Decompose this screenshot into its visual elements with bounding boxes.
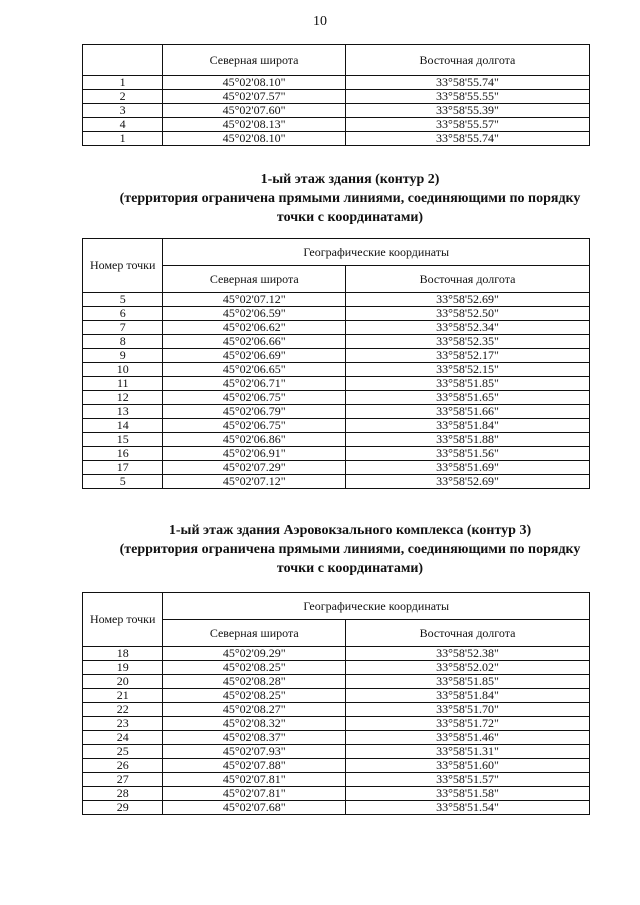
north-latitude-cell: 45°02'06.65"	[163, 363, 346, 377]
north-latitude-cell: 45°02'07.12"	[163, 293, 346, 307]
table-row	[83, 647, 590, 661]
east-longitude-cell: 33°58'51.58"	[346, 787, 590, 801]
page-number: 10	[313, 14, 327, 29]
table-row	[83, 745, 590, 759]
east-longitude-cell: 33°58'52.69"	[346, 475, 590, 489]
point-number-cell: 2	[83, 90, 163, 104]
point-number-cell: 27	[83, 773, 163, 787]
north-latitude-cell: 45°02'07.57"	[163, 90, 346, 104]
table-row	[83, 363, 590, 377]
table-row	[83, 335, 590, 349]
north-latitude-cell: 45°02'08.10"	[163, 76, 346, 90]
heading-title: 1-ый этаж здания Аэровокзального комплекса (контур 3)	[168, 523, 532, 538]
east-longitude-cell: 33°58'51.56"	[346, 447, 590, 461]
heading-description: (территория ограничена прямыми линиями, соединяющими по порядку	[119, 542, 581, 557]
table-row	[83, 104, 590, 118]
table-row	[83, 717, 590, 731]
north-latitude-cell: 45°02'08.25"	[163, 689, 346, 703]
point-number-cell: 5	[83, 475, 163, 489]
point-number-cell: 17	[83, 461, 163, 475]
point-number-cell: 13	[83, 405, 163, 419]
table-row	[83, 132, 590, 146]
east-longitude-cell: 33°58'51.60"	[346, 759, 590, 773]
north-latitude-cell: 45°02'06.59"	[163, 307, 346, 321]
north-latitude-cell: 45°02'06.62"	[163, 321, 346, 335]
table-row	[83, 405, 590, 419]
point-number-cell: 1	[83, 76, 163, 90]
table-row	[83, 321, 590, 335]
north-latitude-cell: 45°02'06.71"	[163, 377, 346, 391]
table-row	[83, 377, 590, 391]
point-number-cell: 8	[83, 335, 163, 349]
coordinates-table-contour-2	[82, 238, 590, 489]
header-east-longitude: Восточная долгота	[346, 266, 590, 293]
table-row	[83, 731, 590, 745]
heading-description-end: точки с координатами)	[276, 561, 424, 576]
table-row	[83, 118, 590, 132]
coordinates-table-contour-3	[82, 592, 590, 815]
table-row	[83, 293, 590, 307]
point-number-cell: 10	[83, 363, 163, 377]
point-number-cell: 16	[83, 447, 163, 461]
point-number-cell: 12	[83, 391, 163, 405]
east-longitude-cell: 33°58'52.38"	[346, 647, 590, 661]
point-number-cell: 22	[83, 703, 163, 717]
north-latitude-cell: 45°02'07.88"	[163, 759, 346, 773]
header-geo-coordinates: Географические координаты	[163, 239, 590, 266]
east-longitude-cell: 33°58'51.66"	[346, 405, 590, 419]
header-geo-coordinates: Географические координаты	[163, 593, 590, 620]
north-latitude-cell: 45°02'08.32"	[163, 717, 346, 731]
east-longitude-cell: 33°58'51.84"	[346, 419, 590, 433]
table-row	[83, 773, 590, 787]
coordinates-table-contour-1	[82, 44, 590, 146]
point-number-cell: 3	[83, 104, 163, 118]
table-row	[83, 661, 590, 675]
table-row	[83, 675, 590, 689]
north-latitude-cell: 45°02'06.79"	[163, 405, 346, 419]
point-number-cell: 9	[83, 349, 163, 363]
table-row	[83, 391, 590, 405]
point-number-cell: 11	[83, 377, 163, 391]
table-row	[83, 90, 590, 104]
section-heading-contour-3	[60, 521, 640, 578]
north-latitude-cell: 45°02'08.25"	[163, 661, 346, 675]
east-longitude-cell: 33°58'52.35"	[346, 335, 590, 349]
east-longitude-cell: 33°58'51.65"	[346, 391, 590, 405]
east-longitude-cell: 33°58'51.69"	[346, 461, 590, 475]
table-row	[83, 703, 590, 717]
east-longitude-cell: 33°58'51.72"	[346, 717, 590, 731]
table-row	[83, 787, 590, 801]
header-empty-cell	[83, 45, 163, 76]
north-latitude-cell: 45°02'08.28"	[163, 675, 346, 689]
north-latitude-cell: 45°02'08.10"	[163, 132, 346, 146]
heading-description: (территория ограничена прямыми линиями, соединяющими по порядку	[119, 191, 581, 206]
point-number-cell: 15	[83, 433, 163, 447]
point-number-cell: 28	[83, 787, 163, 801]
east-longitude-cell: 33°58'52.15"	[346, 363, 590, 377]
point-number-cell: 18	[83, 647, 163, 661]
point-number-cell: 14	[83, 419, 163, 433]
north-latitude-cell: 45°02'08.27"	[163, 703, 346, 717]
point-number-cell: 23	[83, 717, 163, 731]
point-number-cell: 29	[83, 801, 163, 815]
east-longitude-cell: 33°58'52.02"	[346, 661, 590, 675]
point-number-cell: 24	[83, 731, 163, 745]
north-latitude-cell: 45°02'07.81"	[163, 773, 346, 787]
table-row	[83, 307, 590, 321]
east-longitude-cell: 33°58'55.39"	[345, 104, 589, 118]
north-latitude-cell: 45°02'08.37"	[163, 731, 346, 745]
heading-title: 1-ый этаж здания (контур 2)	[260, 172, 440, 187]
east-longitude-cell: 33°58'51.85"	[346, 377, 590, 391]
point-number-cell: 1	[83, 132, 163, 146]
table-row	[83, 447, 590, 461]
east-longitude-cell: 33°58'52.50"	[346, 307, 590, 321]
east-longitude-cell: 33°58'55.57"	[345, 118, 589, 132]
east-longitude-cell: 33°58'51.46"	[346, 731, 590, 745]
table-row	[83, 461, 590, 475]
point-number-cell: 19	[83, 661, 163, 675]
east-longitude-cell: 33°58'51.70"	[346, 703, 590, 717]
table-row	[83, 475, 590, 489]
point-number-cell: 25	[83, 745, 163, 759]
north-latitude-cell: 45°02'06.91"	[163, 447, 346, 461]
header-north-latitude: Северная широта	[163, 620, 346, 647]
north-latitude-cell: 45°02'06.66"	[163, 335, 346, 349]
header-north-latitude: Северная широта	[163, 266, 346, 293]
north-latitude-cell: 45°02'08.13"	[163, 118, 346, 132]
east-longitude-cell: 33°58'52.17"	[346, 349, 590, 363]
header-east-longitude: Восточная долгота	[345, 45, 589, 76]
table-row	[83, 433, 590, 447]
point-number-cell: 6	[83, 307, 163, 321]
header-north-latitude: Северная широта	[163, 45, 346, 76]
north-latitude-cell: 45°02'07.60"	[163, 104, 346, 118]
east-longitude-cell: 33°58'51.84"	[346, 689, 590, 703]
heading-description-end: точки с координатами)	[276, 210, 424, 225]
north-latitude-cell: 45°02'07.68"	[163, 801, 346, 815]
table-row	[83, 76, 590, 90]
header-point-number: Номер точки	[83, 593, 163, 647]
north-latitude-cell: 45°02'07.93"	[163, 745, 346, 759]
header-east-longitude: Восточная долгота	[346, 620, 590, 647]
north-latitude-cell: 45°02'06.75"	[163, 419, 346, 433]
north-latitude-cell: 45°02'07.12"	[163, 475, 346, 489]
section-heading-contour-2	[60, 170, 640, 227]
table-row	[83, 801, 590, 815]
east-longitude-cell: 33°58'51.54"	[346, 801, 590, 815]
table-row	[83, 419, 590, 433]
point-number-cell: 20	[83, 675, 163, 689]
north-latitude-cell: 45°02'06.86"	[163, 433, 346, 447]
table-row	[83, 349, 590, 363]
header-point-number: Номер точки	[83, 239, 163, 293]
north-latitude-cell: 45°02'07.29"	[163, 461, 346, 475]
point-number-cell: 5	[83, 293, 163, 307]
point-number-cell: 26	[83, 759, 163, 773]
east-longitude-cell: 33°58'51.85"	[346, 675, 590, 689]
east-longitude-cell: 33°58'52.69"	[346, 293, 590, 307]
east-longitude-cell: 33°58'51.31"	[346, 745, 590, 759]
east-longitude-cell: 33°58'52.34"	[346, 321, 590, 335]
table-row	[83, 689, 590, 703]
north-latitude-cell: 45°02'06.69"	[163, 349, 346, 363]
east-longitude-cell: 33°58'51.88"	[346, 433, 590, 447]
east-longitude-cell: 33°58'55.55"	[345, 90, 589, 104]
point-number-cell: 4	[83, 118, 163, 132]
point-number-cell: 21	[83, 689, 163, 703]
north-latitude-cell: 45°02'06.75"	[163, 391, 346, 405]
north-latitude-cell: 45°02'09.29"	[163, 647, 346, 661]
north-latitude-cell: 45°02'07.81"	[163, 787, 346, 801]
east-longitude-cell: 33°58'55.74"	[345, 132, 589, 146]
table-row	[83, 759, 590, 773]
east-longitude-cell: 33°58'51.57"	[346, 773, 590, 787]
point-number-cell: 7	[83, 321, 163, 335]
east-longitude-cell: 33°58'55.74"	[345, 76, 589, 90]
